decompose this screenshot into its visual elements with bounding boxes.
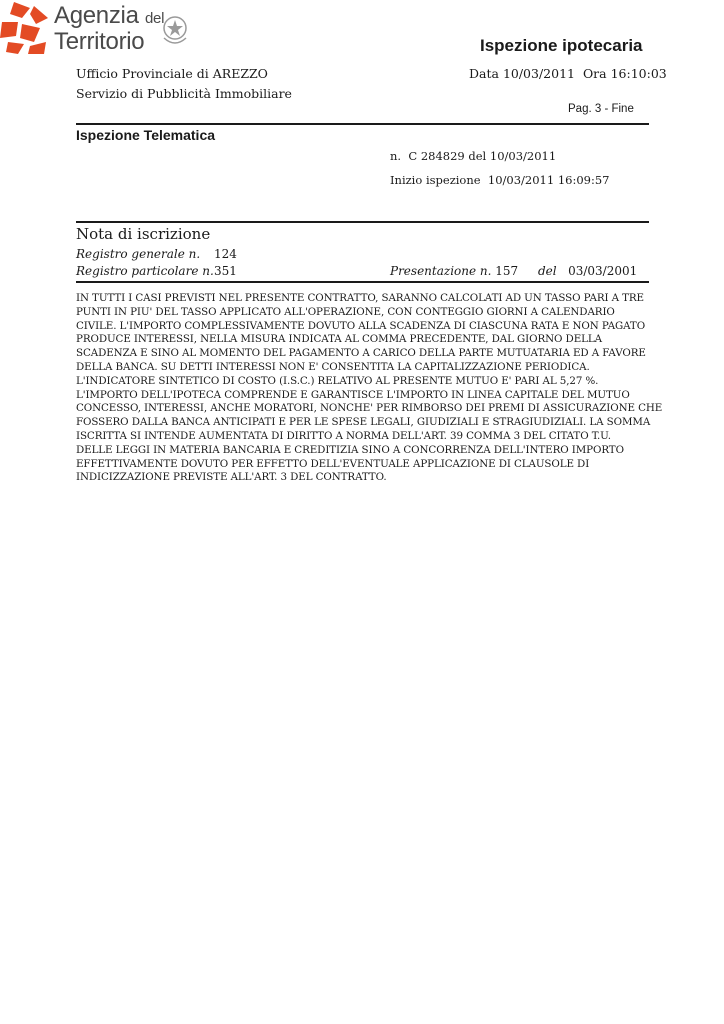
ispezione-number: [390, 149, 556, 163]
body-text-line: FOSSERO DALLA BANCA ANTICIPATI E PER LE SPESE LEGALI, GIUDIZIALI E STRAGIUDIZIALI. LA SOMMA: [76, 416, 651, 429]
body-text-line: CONCESSO, INTERESSI, ANCHE MORATORI, NONCHE' PER RIMBORSO DEI PREMI DI ASSICURAZIONE CHE: [76, 402, 663, 415]
body-text-line: CIVILE. L'IMPORTO COMPLESSIVAMENTE DOVUTO ALLA SCADENZA DI CIASCUNA RATA E NON PAGATO: [76, 319, 646, 332]
page-indicator: Pag. 3 - Fine: [568, 103, 634, 115]
reg-generale-value: 124: [214, 247, 237, 261]
presentazione: [390, 264, 518, 278]
document-title: Ispezione ipotecaria: [480, 36, 643, 55]
nota-heading: Nota di iscrizione: [76, 225, 211, 243]
body-text-line: L'IMPORTO DELL'IPOTECA COMPRENDE E GARANTISCE L'IMPORTO IN LINEA CAPITALE DEL MUTUO: [76, 388, 630, 401]
logo-territorio-text: Territorio: [54, 28, 145, 55]
agenzia-territorio-logo: [0, 0, 200, 58]
service-line: Servizio di Pubblicità Immobiliare: [76, 86, 292, 101]
body-text-line: IN TUTTI I CASI PREVISTI NEL PRESENTE CONTRATTO, SARANNO CALCOLATI AD UN TASSO PARI A TRE: [76, 292, 644, 304]
presentazione-label: Presentazione n.: [390, 264, 492, 278]
del-value: 03/03/2001: [568, 264, 638, 278]
body-text-line: ISCRITTA SI INTENDE AUMENTATA DI DIRITTO A NORMA DELL'ART. 39 COMMA 3 DEL CITATO T.U.: [76, 429, 611, 442]
body-text-line: PUNTI IN PIU' DEL TASSO APPLICATO ALL'OPERAZIONE, CON CONTEGGIO GIORNI A CALENDARIO: [76, 305, 615, 318]
body-text-line: PRODUCE INTERESSI, NELLA MISURA INDICATA AL COMMA PRECEDENTE, DAL GIORNO DELLA: [76, 333, 602, 346]
ispezione-start: [390, 173, 609, 187]
time-label: Ora: [582, 66, 607, 81]
nota-body-text: [76, 292, 663, 485]
office-name: AREZZO: [212, 66, 268, 81]
date-value: 10/03/2011: [502, 66, 575, 81]
agency-mark-icon: [0, 2, 50, 54]
body-text-line: DELLA BANCA. SU DETTI INTERESSI NON E' CONSENTITA LA CAPITALIZZAZIONE PERIODICA.: [76, 360, 590, 373]
logo-agenzia-text: Agenzia: [54, 2, 139, 29]
reg-particolare-label: Registro particolare n.: [76, 264, 214, 278]
date-label: Data: [469, 66, 499, 81]
ispezione-start-label: Inizio ispezione: [390, 173, 481, 187]
ispezione-number-value: C 284829 del 10/03/2011: [408, 149, 557, 163]
body-text-line: L'INDICATORE SINTETICO DI COSTO (I.S.C.) RELATIVO AL PRESENTE MUTUO E' PARI AL 5,27 %.: [76, 374, 599, 387]
reg-generale-label: Registro generale n.: [76, 247, 201, 261]
presentazione-value: 157: [495, 264, 519, 278]
body-text-line: INDICIZZAZIONE PREVISTE ALL'ART. 3 DEL CONTRATTO.: [76, 471, 387, 484]
office-line: [76, 66, 268, 81]
time-value: 16:10:03: [610, 66, 667, 81]
office-label: Ufficio Provinciale di: [76, 66, 209, 81]
body-text-line: DELLE LEGGI IN MATERIA BANCARIA E CREDITIZIA SINO A CONCORRENZA DELL'INTERO IMPORTO: [76, 443, 624, 456]
header-divider: [76, 123, 649, 125]
italian-republic-emblem-icon: [160, 12, 190, 48]
ispezione-number-label: n.: [390, 149, 402, 163]
body-text-line: EFFETTIVAMENTE DOVUTO PER EFFETTO DELL'EVENTUALE APPLICAZIONE DI CLAUSOLE DI: [76, 457, 590, 470]
body-divider: [76, 281, 649, 283]
nota-divider: [76, 221, 649, 223]
del-date: [538, 264, 637, 278]
logo-del-text: del: [145, 10, 165, 27]
ispezione-start-value: 10/03/2011 16:09:57: [487, 173, 610, 187]
body-text-line: SCADENZA E SINO AL MOMENTO DEL PAGAMENTO A CARICO DELLA PARTE MUTUATARIA ED A FAVORE: [76, 347, 646, 360]
ispezione-heading: Ispezione Telematica: [76, 127, 216, 143]
timestamp-line: [469, 66, 667, 81]
reg-particolare-value: 351: [214, 264, 237, 278]
del-label: del: [538, 264, 557, 278]
